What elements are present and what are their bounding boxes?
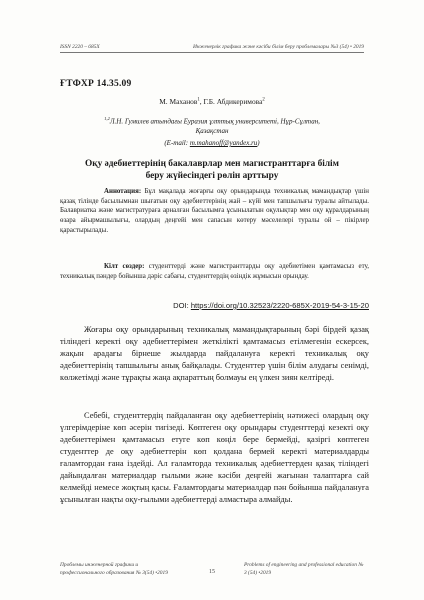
abstract-label: Аннотация:	[104, 188, 142, 195]
doi-prefix: DOI:	[173, 301, 191, 310]
footer-left: Проблемы инженерной графики и профессионального образования № 3(54) •2019	[60, 562, 168, 576]
email-line	[60, 139, 364, 147]
email-link[interactable]: m.mahanoff@yandex.ru	[189, 139, 258, 147]
author-name: М. Маханов	[159, 97, 198, 106]
affiliation-line: Л.Н. Гумилев атындағы Еуразия ұлттық университеті, Нұр-Сұлтан,	[109, 117, 320, 126]
keywords-text: студенттерді және магистранттарды оқу әдебиетімен қамтамасыз ету, техникалық пәндер бойынша дәріс сабағы, студенттердің өзіндік жұмысын орындау.	[60, 263, 369, 280]
email-prefix: (E-mail:	[164, 139, 190, 147]
author-sup: 2	[262, 97, 265, 103]
udc-code: ҒТФХР 14.35.09	[60, 79, 132, 89]
keywords-label: Кілт сөздер:	[104, 263, 145, 270]
authors-line: М. Маханов$^1$, Г.Б. Абдикеримова$^2$	[159, 97, 265, 106]
issn-text: ISSN 2220 – 685X	[60, 44, 100, 50]
body-paragraph: Жоғары оқу орындарының техникалық мамандықтарының бәрі бірдей қазақ тіліндегі керекті оқу әдебиеттерімен жеткілікті қамтамасыз етілмегенін ескерсек, жақын арадағы бірнеше жылдарда пайдалануға керекті техникалық оқу әдебиеттерінің тапшылығы анық байқалады. Студенттер үшін білім алудағы сенімді, көлжетімді және тұрақты жаңа ақпараттың болмауы ең үлкен зиян келтіреді.	[60, 325, 369, 382]
author-sup: 1	[197, 97, 200, 103]
affiliation	[60, 114, 364, 136]
footer-right: Problems of engineering and professional education № 3 (54) •2019	[244, 562, 364, 576]
affiliation-sup: 1,2	[104, 116, 110, 121]
article-title	[60, 158, 364, 182]
running-header	[60, 44, 364, 53]
keywords	[60, 262, 369, 281]
email-suffix: )	[257, 139, 260, 147]
journal-title: Инженерлік графика және кәсіби білім беру проблемалары №3 (54) • 2019	[192, 44, 364, 50]
page-number: 15	[209, 569, 215, 575]
affiliation-line: Қазақстан	[195, 127, 229, 136]
doi-link[interactable]: https://doi.org/10.32523/2220-685X-2019-54-3-15-20	[190, 301, 369, 310]
title-line: беру жүйесіндегі рөлін арттыру	[145, 171, 279, 181]
title-line: Оқу әдебиеттерінің бакалаврлар мен магистранттарға білім	[85, 159, 339, 169]
doi-line	[60, 301, 369, 310]
abstract-text: Бұл мақалада жоғарғы оқу орындарында техникалық мамандықтар үшін қазақ тілінде басылымнан шығатын оқу әдебиеттерінің жай – күйі мен тапшылығы туралы айтылады. Балавриатка және магистратураға арналған басылымға ұсынылатын оқулықтар мен оқу құралдарының өзара айырмашылығы, олардың деңгейі мен сапасын көтеру мәселелері туралы ой – пікірлер қарастырылады.	[60, 188, 369, 234]
body-paragraph: Себебі, студенттердің пайдаланған оқу әдебиеттерінің нәтижесі олардың оқу үлгерімдеріне көп әсерін тигізеді. Көптеген оқу орындары студенттерді кезекті оқу әдебиеттерімен қамтамасыз етуге көп көңіл бере бермейді, қазіргі көптеген студенттер де оқу әдебиеттерін көп қолдана бермей керекті материалдарды ғаламтордан ғана іздейді. Ал ғаламторда техникалық әдебиеттерден қазақ тіліндегі дайындалған материалдар ғылыми және кәсіби деңгейі жағынан талаптарға сай келмейді немесе жоқтың қасы. Ғаламтордағы материалдар пән бойынша пайдалануға ұсынылған нақты оқу-ғылыми әдебиеттерді алмастыра алмайды.	[60, 411, 369, 504]
author-name: Г.Б. Абдикеримова	[203, 97, 263, 106]
abstract	[60, 187, 369, 236]
